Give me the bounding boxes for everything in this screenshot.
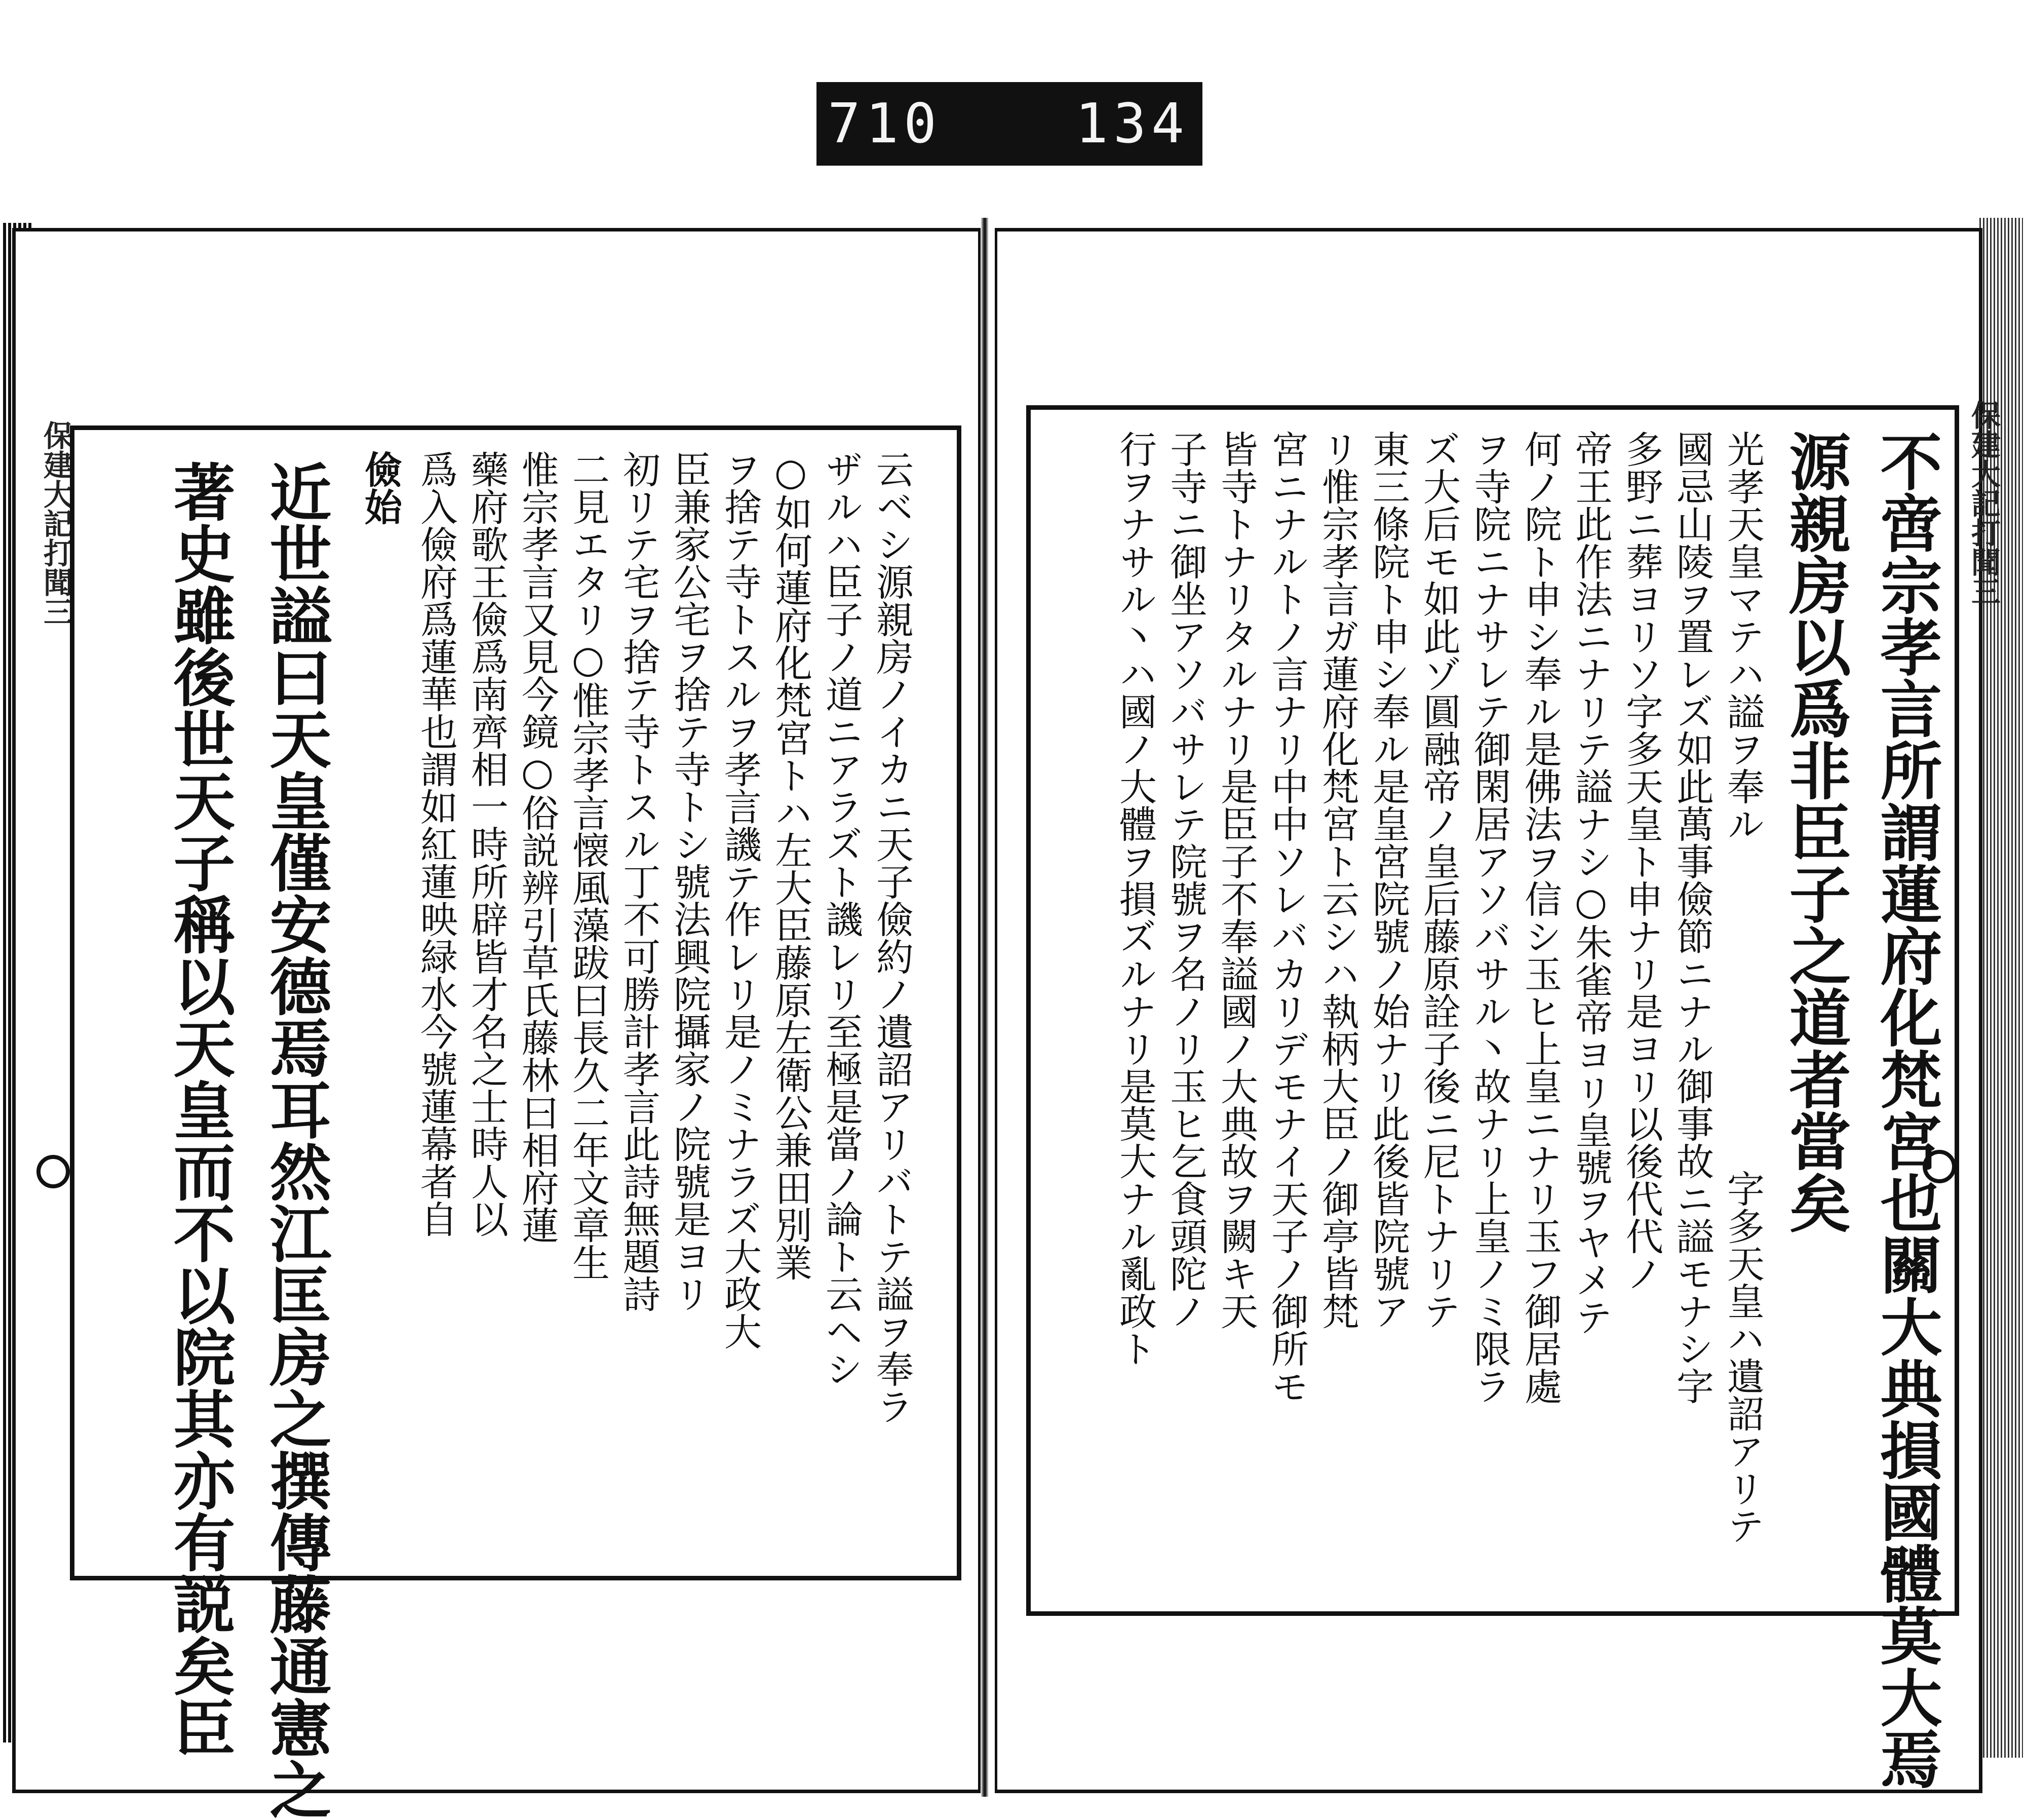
right-body-line-9: リ惟宗孝言ガ蓮府化梵宮ト云シハ執柄大臣ノ御亭皆梵 [1316, 430, 1359, 1330]
right-body-line-10: 宮ニナルトノ言ナリ中中ソレバカリデモナイ天子ノ御所モ [1265, 430, 1309, 1405]
right-body-line-13: 行ヲナサル丶ハ國ノ大體ヲ損ズルナリ是莫大ナル亂政ト [1113, 430, 1157, 1367]
left-body-line-4: ヲ捨テ寺トスルヲ孝言譏テ作レリ是ノミナラズ大政大 [718, 450, 762, 1350]
left-text-frame [70, 425, 961, 1820]
right-body-line-7: ズ大后モ如此ゾ圓融帝ノ皇后藤原詮子後ニ尼トナリテ [1417, 430, 1461, 1330]
book-spread [3, 198, 2023, 1820]
left-body-line-1: 云ベシ源親房ノイカニ天子儉約ノ遺詔アリバトテ謚ヲ奉ラ [870, 450, 914, 1425]
left-body-line-5: 臣兼家公宅ヲ捨テ寺トシ號法興院攝家ノ院號是ヨリ [668, 450, 711, 1312]
archive-number-label [816, 82, 1202, 166]
left-body-line-9: 藥府歌王儉爲南齊相一時所辟皆才名之士時人以 [465, 450, 509, 1237]
frame-tick [957, 1556, 961, 1576]
left-body-line-6: 初リテ宅ヲ捨テ寺トスル丁不可勝計孝言此詩無題詩 [617, 450, 660, 1312]
right-heading-line-2: 源親房以爲非臣子之道者當矣 [1779, 430, 1852, 1233]
left-margin-title: 保建大記打聞三 [38, 420, 73, 626]
left-heading-line-2: 著史雖後世天子稱以天皇而不以院其亦有説矣臣 [163, 460, 236, 1758]
left-body-line-2: ザルハ臣子ノ道ニアラズト譏レリ至極是當ノ論ト云ヘシ [820, 450, 863, 1387]
right-body-line-4: 帝王此作法ニナリテ謚ナシ○朱雀帝ヨリ皇號ヲヤメテ [1569, 430, 1613, 1336]
right-body-line-12: 子寺ニ御坐アソバサレテ院號ヲ名ノリ玉ヒ乞食頭陀ノ [1164, 430, 1207, 1330]
right-body-line-6: ヲ寺院ニナサレテ御閑居アソバサル丶故ナリ上皇ノミ限ラ [1468, 430, 1511, 1405]
right-body-line-8: 東三條院ト申シ奉ル是皇宮院號ノ始ナリ此後皆院號ア [1367, 430, 1410, 1330]
right-margin-title: 保建大記打聞三 [1966, 400, 2001, 606]
book-gutter [981, 218, 989, 1797]
right-heading-line-1: 不啻宗孝言所謂蓮府化梵宮也關大典損國體莫大焉 [1870, 430, 1943, 1790]
right-body-line-2: 國忌山陵ヲ置レズ如此萬事儉節ニナル御事故ニ謚モナシ字 [1670, 430, 1714, 1405]
left-body-line-3: ○如何蓮府化梵宮トハ左大臣藤原左衛公兼田別業 [769, 450, 812, 1281]
right-text-frame [1026, 405, 1959, 1790]
left-heading-line-1: 近世謚曰天皇僅安德焉耳然江匡房之撰傳藤通憲之 [259, 460, 332, 1820]
right-body-line-3: 多野ニ葬ヨリソ字多天皇ト申ナリ是ヨリ以後代代ノ [1620, 430, 1663, 1292]
right-body-line-5: 何ノ院ト申シ奉ル是佛法ヲ信シ玉ヒ上皇ニナリ玉フ御居處 [1518, 430, 1562, 1405]
right-body-line-1b: 字多天皇ハ遺詔アリテ [1721, 1170, 1765, 1544]
left-body-tail: 儉始 [359, 450, 402, 525]
left-body-line-7: 二見エタリ○惟宗孝言懐風藻跋曰長久二年文章生 [566, 450, 610, 1281]
left-body-line-8: 惟宗孝言又見今鏡○俗説辨引草氏藤林曰相府蓮 [516, 450, 559, 1244]
archive-number-left: 710 [828, 92, 942, 156]
right-body-line-1: 光孝天皇マテハ謚ヲ奉ル [1721, 430, 1765, 842]
left-body-line-10: 爲入儉府爲蓮華也謂如紅蓮映緑水今號蓮幕者自 [414, 450, 458, 1237]
left-binding-hole [36, 1155, 70, 1188]
archive-number-right: 134 [1075, 92, 1189, 156]
right-body-line-11: 皆寺トナリタルナリ是臣子不奉謚國ノ大典故ヲ闕キ天 [1215, 430, 1258, 1330]
